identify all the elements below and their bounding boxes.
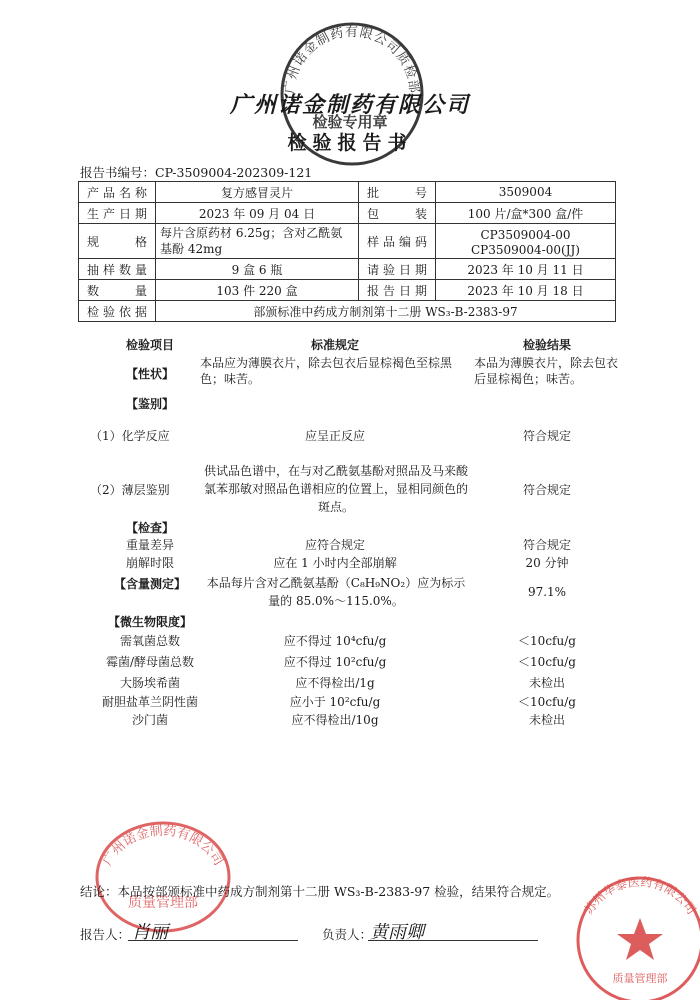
report-date-label: 报告日期	[359, 280, 436, 301]
sampling-qty-label: 抽样数量	[79, 259, 156, 280]
batch-label: 批 号	[359, 182, 436, 203]
bile-result: ＜10cfu/g	[518, 695, 576, 709]
package-label: 包 装	[359, 203, 436, 224]
ident1-item: （1）化学反应	[90, 429, 170, 443]
svg-text:苏州华泰医药有限公司: 苏州华泰医药有限公司	[581, 874, 699, 917]
svg-text:质量管理部: 质量管理部	[128, 895, 198, 911]
supplier-stamp	[566, 862, 700, 1000]
report-title: 检验报告书	[287, 132, 413, 154]
responsible-signature: 黄雨卿	[370, 922, 424, 943]
company-name: 广州诺金制药有限公司	[229, 93, 470, 118]
ecoli-result: 未检出	[528, 676, 565, 690]
character-result: 本品为薄膜衣片，除去包衣后显棕褐色；味苦。	[474, 356, 619, 386]
weight-item: 重量差异	[125, 538, 174, 552]
ident1-result: 符合规定	[522, 429, 571, 443]
stamp-center-label: 检验专用章	[312, 113, 388, 131]
salmonella-item: 沙门菌	[131, 713, 168, 727]
spec-value: 每片含原药材 6.25g；含对乙酰氨基酚 42mg	[156, 224, 359, 259]
qa-department-stamp	[88, 815, 238, 935]
col-standard-header: 标准规定	[310, 338, 359, 352]
reporter-label: 报告人：	[80, 927, 131, 942]
report-date-value: 2023 年 10 月 18 日	[436, 280, 616, 301]
salmonella-standard: 应不得检出/10g	[291, 713, 379, 727]
disintegration-item: 崩解时限	[125, 556, 174, 570]
package-value: 100 片/盒*300 盒/件	[436, 203, 616, 224]
mold-item: 霉菌/酵母菌总数	[105, 655, 195, 669]
conclusion-text: 结论：本品按部颁标准中药成方制剂第十二册 WS₃-B-2383-97 检验，结果符合规定。	[80, 884, 560, 899]
responsible-line	[368, 940, 538, 941]
aerobic-item: 需氧菌总数	[119, 634, 180, 648]
col-result-header: 检验结果	[522, 338, 571, 352]
request-date-label: 请验日期	[359, 259, 436, 280]
sampling-qty-value: 9 盒 6 瓶	[156, 259, 359, 280]
ident2-item: （2）薄层鉴别	[90, 483, 170, 497]
character-heading: 【性状】	[125, 367, 174, 381]
svg-text:质量管理部: 质量管理部	[612, 972, 668, 985]
microbial-heading: 【微生物限度】	[107, 615, 192, 629]
report-number-label: 报告书编号：	[80, 165, 156, 180]
salmonella-result: 未检出	[528, 713, 565, 727]
basis-label: 检验依据	[79, 301, 156, 322]
ident2-result: 符合规定	[522, 483, 571, 497]
reporter-line	[128, 940, 298, 941]
mfg-date-value: 2023 年 09 月 04 日	[156, 203, 359, 224]
ident1-standard: 应呈正反应	[304, 429, 365, 443]
product-info-table	[78, 181, 616, 322]
character-standard: 本品应为薄膜衣片，除去包衣后显棕褐色至棕黑色；味苦。	[200, 356, 453, 386]
check-heading: 【检查】	[125, 521, 174, 535]
ident2-standard: 供试品色谱中，在与对乙酰氨基酚对照品及马来酸氯苯那敏对照品色谱相应的位置上，显相同颜色的斑点。	[203, 464, 468, 514]
ecoli-item: 大肠埃希菌	[119, 676, 180, 690]
weight-standard: 应符合规定	[304, 538, 365, 552]
report-number	[80, 163, 312, 181]
mold-result: ＜10cfu/g	[518, 655, 576, 669]
bile-item: 耐胆盐革兰阴性菌	[101, 695, 198, 709]
product-name-value: 复方感冒灵片	[156, 182, 359, 203]
assay-heading: 【含量测定】	[113, 577, 186, 591]
request-date-value: 2023 年 10 月 11 日	[436, 259, 616, 280]
svg-text:广州诺金制药有限公司质检部: 广州诺金制药有限公司质检部	[282, 25, 422, 95]
identification-heading: 【鉴别】	[125, 397, 174, 411]
report-number-value: CP-3509004-202309-121	[155, 165, 313, 180]
mfg-date-label: 生产日期	[79, 203, 156, 224]
product-name-label: 产品名称	[79, 182, 156, 203]
svg-text:广州诺金制药有限公司: 广州诺金制药有限公司	[100, 823, 226, 869]
quantity-label: 数 量	[79, 280, 156, 301]
reporter-signature: 肖丽	[132, 922, 168, 943]
ecoli-standard: 应不得检出/1g	[295, 676, 375, 690]
bile-standard: 应小于 10²cfu/g	[289, 695, 381, 709]
disintegration-result: 20 分钟	[525, 556, 569, 570]
weight-result: 符合规定	[522, 538, 571, 552]
spec-label: 规 格	[79, 224, 156, 259]
disintegration-standard: 应在 1 小时内全部崩解	[273, 556, 397, 570]
responsible-label: 负责人：	[322, 927, 373, 942]
sample-code-value: CP3509004-00 CP3509004-00(JJ)	[436, 224, 616, 259]
aerobic-standard: 应不得过 10⁴cfu/g	[283, 634, 387, 648]
mold-standard: 应不得过 10²cfu/g	[283, 655, 387, 669]
sample-code-label: 样品编码	[359, 224, 436, 259]
quantity-value: 103 件 220 盒	[156, 280, 359, 301]
col-item-header: 检验项目	[125, 338, 174, 352]
batch-value: 3509004	[436, 182, 616, 203]
assay-result: 97.1%	[527, 585, 567, 599]
basis-value: 部颁标准中药成方制剂第十二册 WS₃-B-2383-97	[156, 301, 616, 322]
aerobic-result: ＜10cfu/g	[518, 634, 576, 648]
assay-standard: 本品每片含对乙酰氨基酚（C₈H₉NO₂）应为标示量的 85.0%～115.0%。	[206, 576, 466, 608]
